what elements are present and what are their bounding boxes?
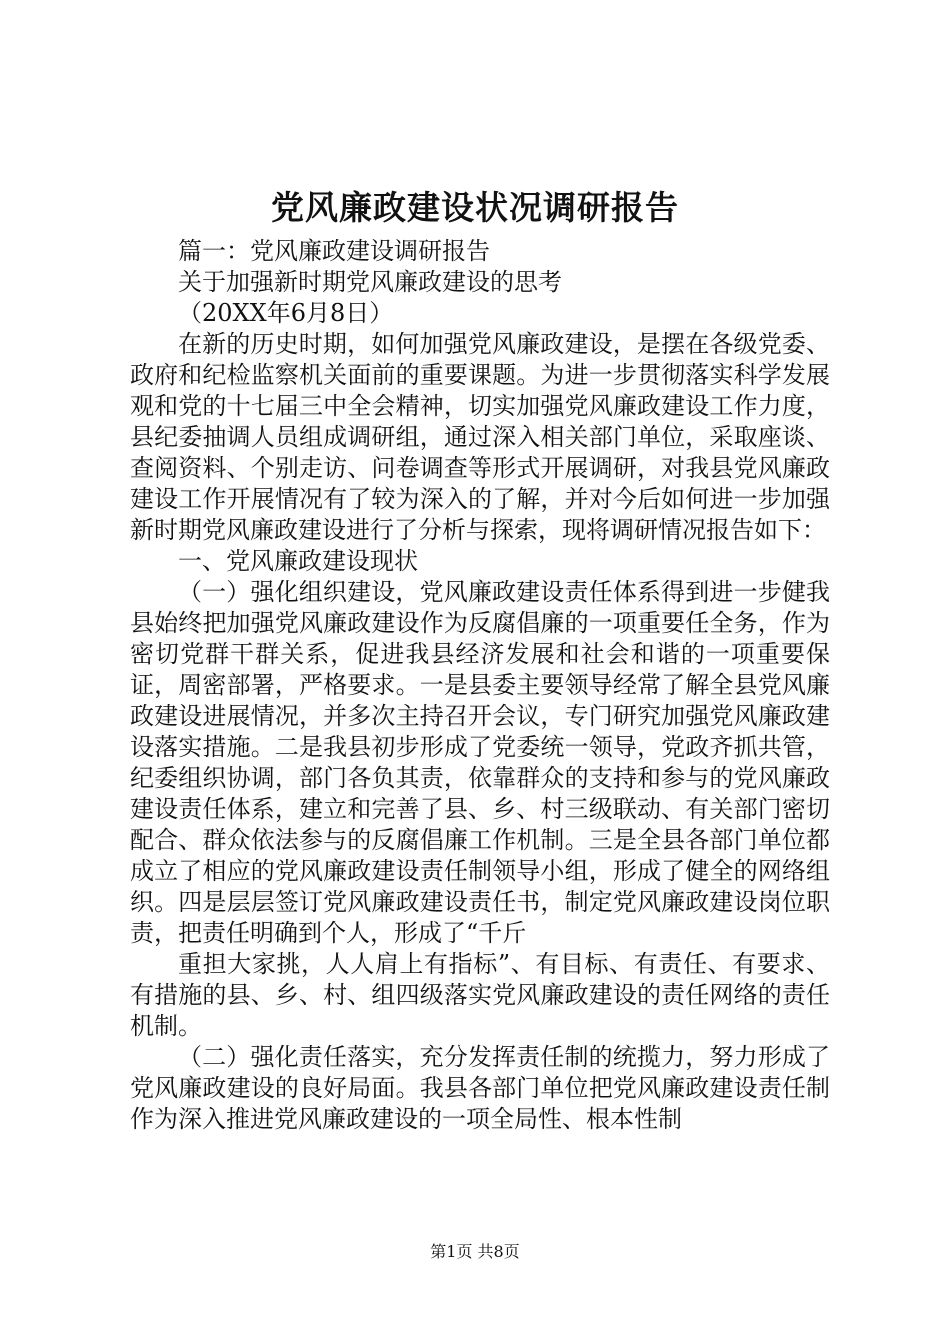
paragraph-intro: 在新的历史时期，如何加强党风廉政建设，是摆在各级党委、政府和纪检监察机关面前的重要课题。为进一步贯彻落实科学发展观和党的十七届三中全会精神，切实加强党风廉政建设工作力度，县纪委抽调人员组成调研组，通过深入相关部门单位，采取座谈、查阅资料、个别走访、问卷调查等形式开展调研，对我县党风廉政建设工作开展情况有了较为深入的了解，并对今后如何进一步加强新时期党风廉政建设进行了分析与探索，现将调研情况报告如下： (130, 330, 830, 544)
paragraph-subtitle: 关于加强新时期党风廉政建设的思考 (178, 268, 562, 296)
paragraph-section-1: （一）强化组织建设，党风廉政建设责任体系得到进一步健我县始终把加强党风廉政建设作为反腐倡廉的一项重要任全务，作为密切党群干群关系，促进我县经济发展和社会和谐的一项重要保证，周密部署，严格要求。一是县委主要领导经常了解全县党风廉政建设进展情况，并多次主持召开会议，专门研究加强党风廉政建设落实措施。二是我县初步形成了党委统一领导，党政齐抓共管，纪委组织协调，部门各负其责，依靠群众的支持和参与的党风廉政建设责任体系，建立和完善了县、乡、村三级联动、有关部门密切配合、群众依法参与的反腐倡廉工作机制。三是全县各部门单位都成立了相应的党风廉政建设责任制领导小组，形成了健全的网络组织。四是层层签订党风廉政建设责任书，制定党风廉政建设岗位职责，把责任明确到个人，形成了“千斤 (130, 578, 830, 947)
document-body (130, 236, 830, 1135)
paragraph-date: （20XX年6月8日） (178, 299, 394, 327)
paragraph-continuation: 重担大家挑，人人肩上有指标”、有目标、有责任、有要求、有措施的县、乡、村、组四级落实党风廉政建设的责任网络的责任机制。 (130, 950, 830, 1040)
page-footer: 第1页 共8页 (430, 1242, 520, 1261)
document-title: 党风廉政建设状况调研报告 (271, 188, 679, 227)
paragraph-chapter-heading: 篇一：党风廉政建设调研报告 (178, 237, 490, 265)
paragraph-section-2: （二）强化责任落实，充分发挥责任制的统揽力，努力形成了党风廉政建设的良好局面。我县各部门单位把党风廉政建设责任制作为深入推进党风廉政建设的一项全局性、根本性制 (130, 1043, 830, 1133)
section-heading: 一、党风廉政建设现状 (178, 547, 418, 575)
